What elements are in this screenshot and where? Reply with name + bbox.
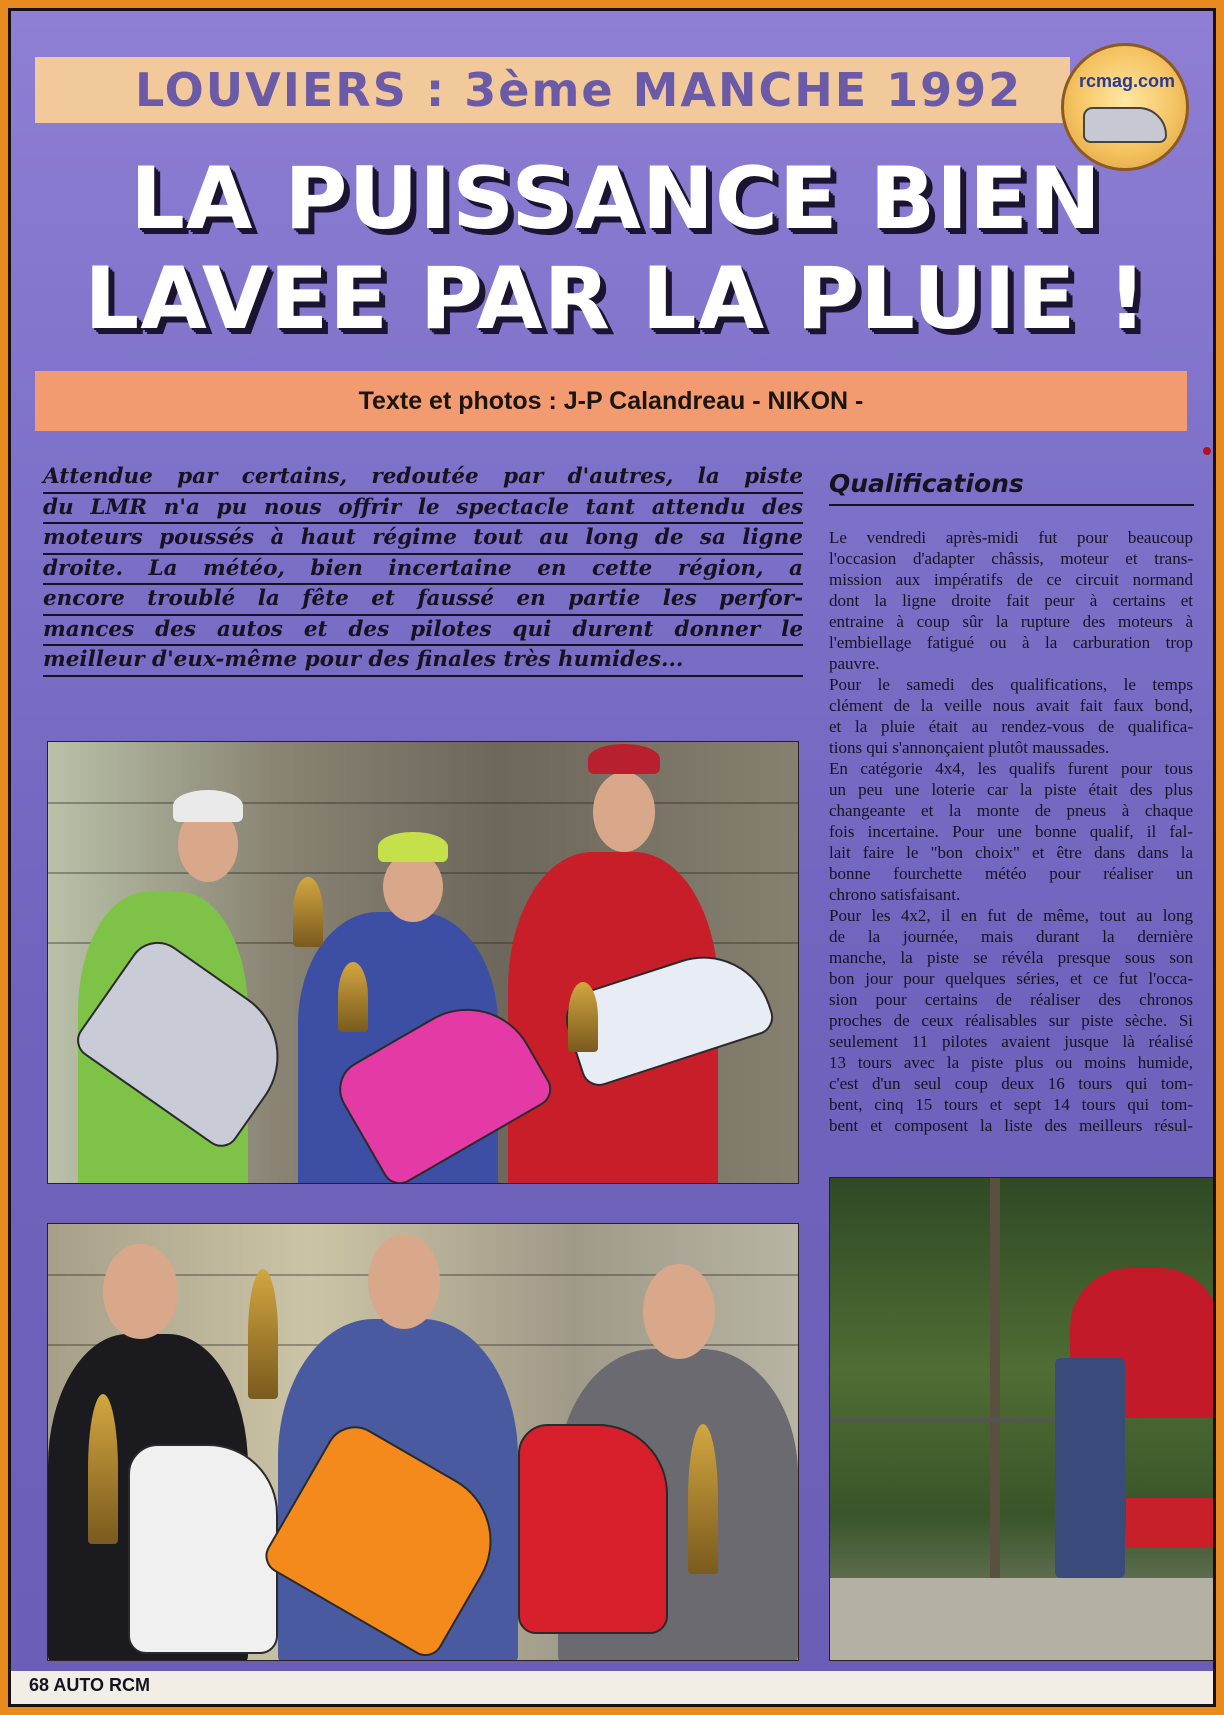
intro-line: moteurs poussés à haut régime tout au long de sa ligne <box>43 524 803 555</box>
credit-band <box>35 371 1187 431</box>
track-wall <box>830 1578 1216 1661</box>
person-head <box>643 1264 715 1359</box>
person-head <box>383 852 443 922</box>
podium-photo-4x2 <box>47 1223 799 1661</box>
person <box>1055 1358 1125 1578</box>
body-line: un peu une loterie car la piste était des plus <box>829 780 1193 799</box>
headline <box>41 149 1191 349</box>
body-line: pauvre. <box>829 654 880 673</box>
fence-rail <box>830 1418 1090 1422</box>
kicker-band <box>35 57 1070 123</box>
wall-line <box>48 802 798 804</box>
cap <box>378 832 448 862</box>
intro-line: droite. La météo, bien incertaine en cette région, a <box>43 555 803 586</box>
body-line: mission aux impératifs de ce circuit normand <box>829 570 1193 589</box>
body-line: clément de la veille nous avait fait faux bond, <box>829 696 1193 715</box>
headline-line-2: LAVEE PAR LA PLUIE ! <box>84 249 1148 349</box>
section-title: Qualifications <box>829 469 1194 506</box>
body-line: entraine à coup sûr la rupture des moteurs à <box>829 612 1193 631</box>
logo-site-text: rcmag.com <box>1079 71 1176 91</box>
body-line: tions qui s'annonçaient plutôt maussades. <box>829 738 1110 757</box>
page-footer: 68 AUTO RCM <box>29 1675 151 1695</box>
rc-car <box>518 1424 668 1634</box>
body-line: lait faire le "bon choix" et être dans dans la <box>829 843 1193 862</box>
trophy-icon <box>293 877 323 947</box>
headline-line-1: LA PUISSANCE BIEN <box>130 149 1102 249</box>
intro-paragraph <box>43 463 803 677</box>
body-line: bonne fourchette météo pour réaliser un <box>829 864 1193 883</box>
body-line: proches de ceux réalisables sur piste sèche. Si <box>829 1011 1193 1030</box>
body-column <box>829 527 1193 1136</box>
podium-photo-4x4 <box>47 741 799 1184</box>
kicker-text: LOUVIERS : 3ème MANCHE 1992 <box>135 63 1023 117</box>
body-line: de la journée, mais durant la dernière <box>829 927 1193 946</box>
body-line: l'occasion d'adapter châssis, moteur et trans- <box>829 549 1193 568</box>
credit-text: Texte et photos : J-P Calandreau - NIKON - <box>358 386 864 415</box>
body-line: bon jour pour quelques séries, et ce fut l'occa- <box>829 969 1193 988</box>
logo-car-icon <box>1083 107 1167 143</box>
intro-line: encore troublé la fête et faussé en partie les perfor- <box>43 585 803 616</box>
body-line: changeante et la monte de pneus à chaque <box>829 801 1193 820</box>
trophy-icon <box>568 982 598 1052</box>
intro-line: mances des autos et des pilotes qui durent donner le <box>43 616 803 647</box>
body-line: seulement 11 pilotes avaient jusque là réalisé <box>829 1032 1193 1051</box>
trophy-icon <box>338 962 368 1032</box>
page-background <box>11 11 1213 1671</box>
intro-line: du LMR n'a pu nous offrir le spectacle tant attendu des <box>43 494 803 525</box>
person-head <box>103 1244 178 1339</box>
body-line: dont la ligne droite fait peur à certains et <box>829 591 1193 610</box>
magazine-page <box>8 8 1216 1707</box>
trackside-photo <box>829 1177 1216 1661</box>
body-line: c'est d'un seul coup deux 16 tours qui tom- <box>829 1074 1193 1093</box>
rc-car <box>128 1444 278 1654</box>
body-line: Pour le samedi des qualifications, le temps <box>829 675 1193 694</box>
cap <box>173 790 243 822</box>
body-line: chrono satisfaisant. <box>829 885 961 904</box>
person-head <box>368 1234 440 1329</box>
body-line: manche, la piste se révéla presque sous son <box>829 948 1193 967</box>
intro-line: Attendue par certains, redoutée par d'autres, la piste <box>43 463 803 494</box>
toolbox <box>1126 1498 1216 1548</box>
body-line: l'embiellage fatigué ou à la carburation trop <box>829 633 1193 652</box>
body-line: bent, cinq 15 tours et sept 14 tours qui tom- <box>829 1095 1193 1114</box>
cap <box>588 744 660 774</box>
body-line: fois incertaine. Pour une bonne qualif, il fal- <box>829 822 1193 841</box>
body-line: sion pour certains de réaliser des chronos <box>829 990 1193 1009</box>
body-line: Pour les 4x2, il en fut de même, tout au long <box>829 906 1193 925</box>
body-line: bent et composent la liste des meilleurs résul- <box>829 1116 1193 1135</box>
body-line: et la pluie était au rendez-vous de qualifica- <box>829 717 1193 736</box>
body-line: 13 tours avec la piste plus ou moins humide, <box>829 1053 1193 1072</box>
trophy-icon <box>688 1424 718 1574</box>
body-line: Le vendredi après-midi fut pour beaucoup <box>829 528 1193 547</box>
page-marker-icon <box>1203 447 1211 455</box>
trophy-icon <box>248 1269 278 1399</box>
intro-line: meilleur d'eux-même pour des finales très humides... <box>43 646 803 677</box>
body-line: En catégorie 4x4, les qualifs furent pour tous <box>829 759 1193 778</box>
trophy-icon <box>88 1394 118 1544</box>
person-head <box>593 772 655 852</box>
